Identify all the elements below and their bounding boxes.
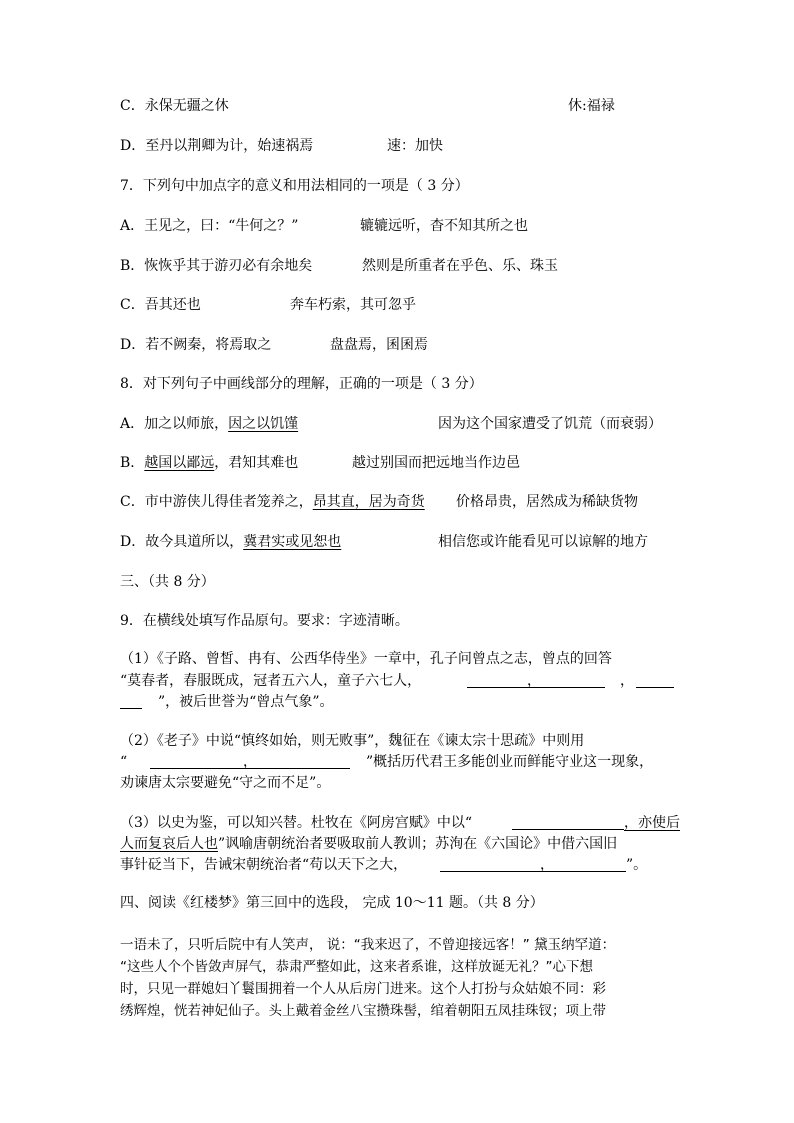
q7-option-d-second: 盘盘焉，囷囷焉 xyxy=(330,337,428,353)
q7-option-d-first: D．若不阙秦，将焉取之 xyxy=(120,337,272,353)
passage-line: “这些人个个皆敛声屏气，恭肃严整如此，这来者系谁，这样放诞无礼？”心下想 xyxy=(120,959,593,975)
q9-part2-comma: ， xyxy=(243,754,257,770)
q8-option-d xyxy=(120,532,341,552)
section-3-title: 三、（共 8 分） xyxy=(120,574,215,590)
q9-part3-line2-tail: ”讽喻唐朝统治者要吸取前人教训；苏洵在《六国论》中借六国旧 xyxy=(218,836,618,852)
q8-d-underlined: 冀君实或见恕也 xyxy=(243,534,342,550)
q9-part2-open-quote: “ xyxy=(120,754,128,770)
q9-stem: 9．在横线处填写作品原句。要求：字迹清晰。 xyxy=(120,613,409,629)
q9-part1-blank-2-cont[interactable] xyxy=(120,694,142,709)
q7-option-a-second: 辘辘远听，杳不知其所之也 xyxy=(360,218,528,234)
q8-option-d-gloss: 相信您或许能看见可以谅解的地方 xyxy=(438,534,648,550)
q8-c-underlined: 昂其直，居为奇货 xyxy=(312,494,425,510)
q8-option-a xyxy=(120,414,298,434)
q8-option-b xyxy=(120,453,298,473)
q7-option-c-first: C．吾其还也 xyxy=(120,297,201,313)
q6-option-c: C．永保无疆之休 xyxy=(120,98,229,114)
q9-part3-close-quote: ”。 xyxy=(626,857,648,873)
q9-part1-comma-1: ， xyxy=(527,673,541,689)
q6-option-d: D．至丹以荆卿为计，始速祸焉 xyxy=(120,138,314,154)
q9-part3-comma: ， xyxy=(540,857,554,873)
q9-part3-line1-tail: ，亦使后 xyxy=(624,815,680,831)
q8-b-underlined: 越国以鄙远 xyxy=(144,455,215,471)
q8-a-underlined: 因之以饥馑 xyxy=(228,416,299,432)
q9-part1-line1: （1）《子路、曾皙、冉有、公西华侍坐》一章中，孔子问曾点之志，曾点的回答 xyxy=(120,651,612,667)
q7-stem: 7．下列句中加点字的意义和用法相同的一项是（ 3 分） xyxy=(120,178,469,194)
q9-part2-line2-tail: ”概括历代君王多能创业而鲜能守业这一现象， xyxy=(366,754,654,770)
q8-option-c xyxy=(120,492,425,512)
q9-part1-prompt: “莫春者，春服既成，冠者五六人，童子六七人， xyxy=(120,673,422,689)
q9-part1-line2 xyxy=(120,671,421,691)
q8-b-suffix: ，君知其难也 xyxy=(214,455,299,471)
passage-line: 绣辉煌，恍若神妃仙子。头上戴着金丝八宝攒珠髻，绾着朝阳五凤挂珠钗；项上带 xyxy=(120,1003,606,1019)
q9-part1-comma-2: ， xyxy=(620,673,634,689)
passage-line: 时，只见一群媳妇丫鬟围拥着一个人从后房门进来。这个人打扮与众姑娘不同：彩 xyxy=(120,981,606,997)
q9-part1-line3: ”，被后世誉为“曾点气象”。 xyxy=(158,694,334,710)
q8-option-b-gloss: 越过别国而把远地当作边邑 xyxy=(352,455,520,471)
q6-option-d-gloss: 速：加快 xyxy=(387,138,443,154)
q9-part3-line3: 事针砭当下，告诫宋朝统治者“苟以天下之大， xyxy=(120,857,408,873)
q8-c-prefix: C．市中游侠儿得佳者笼养之， xyxy=(120,494,313,510)
q8-d-prefix: D．故今具道所以， xyxy=(120,534,244,550)
q9-part2-line1: （2）《老子》中说“慎终如始，则无败事”，魏征在《谏太宗十思疏》中则用 xyxy=(120,733,585,749)
q7-option-b-first: B．恢恢乎其于游刃必有余地矣 xyxy=(120,258,313,274)
section-4-title: 四、阅读《红楼梦》第三回中的选段， 完成 10～11 题。（共 8 分） xyxy=(120,895,544,911)
q8-stem: 8．对下列句子中画线部分的理解，正确的一项是（ 3 分） xyxy=(120,376,483,392)
q9-part3-line1: （3）以史为鉴，可以知兴替。杜牧在《阿房宫赋》中以“ xyxy=(120,815,473,831)
q7-option-a-first: A．王见之，曰：“牛何之？” xyxy=(120,218,299,234)
q6-option-c-gloss: 休:福禄 xyxy=(568,98,615,114)
passage-line: 一语未了，只听后院中有人笑声， 说：“我来迟了，不曾迎接远客！” 黛玉纳罕道： xyxy=(120,937,616,953)
q9-part3-blank-2[interactable] xyxy=(440,857,626,872)
q8-option-a-gloss: 因为这个国家遭受了饥荒（而衰弱） xyxy=(438,416,662,432)
q9-part3-underlined-text: 人而复哀后人也 xyxy=(120,836,218,852)
q9-part2-line3: 劝谏唐太宗要避免“守之而不足”。 xyxy=(120,775,331,791)
q7-option-b-second: 然则是所重者在乎色、乐、珠玉 xyxy=(362,258,558,274)
q8-option-c-gloss: 价格昂贵，居然成为稀缺货物 xyxy=(456,494,638,510)
q8-b-prefix: B． xyxy=(120,455,145,471)
q8-a-prefix: A．加之以师旅， xyxy=(120,416,229,432)
q9-part3-blank-1[interactable] xyxy=(512,815,624,830)
q7-option-c-second: 奔车朽索，其可忽乎 xyxy=(290,297,416,313)
q9-part3-line2 xyxy=(120,834,617,854)
q9-part1-blank-2[interactable] xyxy=(636,673,674,688)
